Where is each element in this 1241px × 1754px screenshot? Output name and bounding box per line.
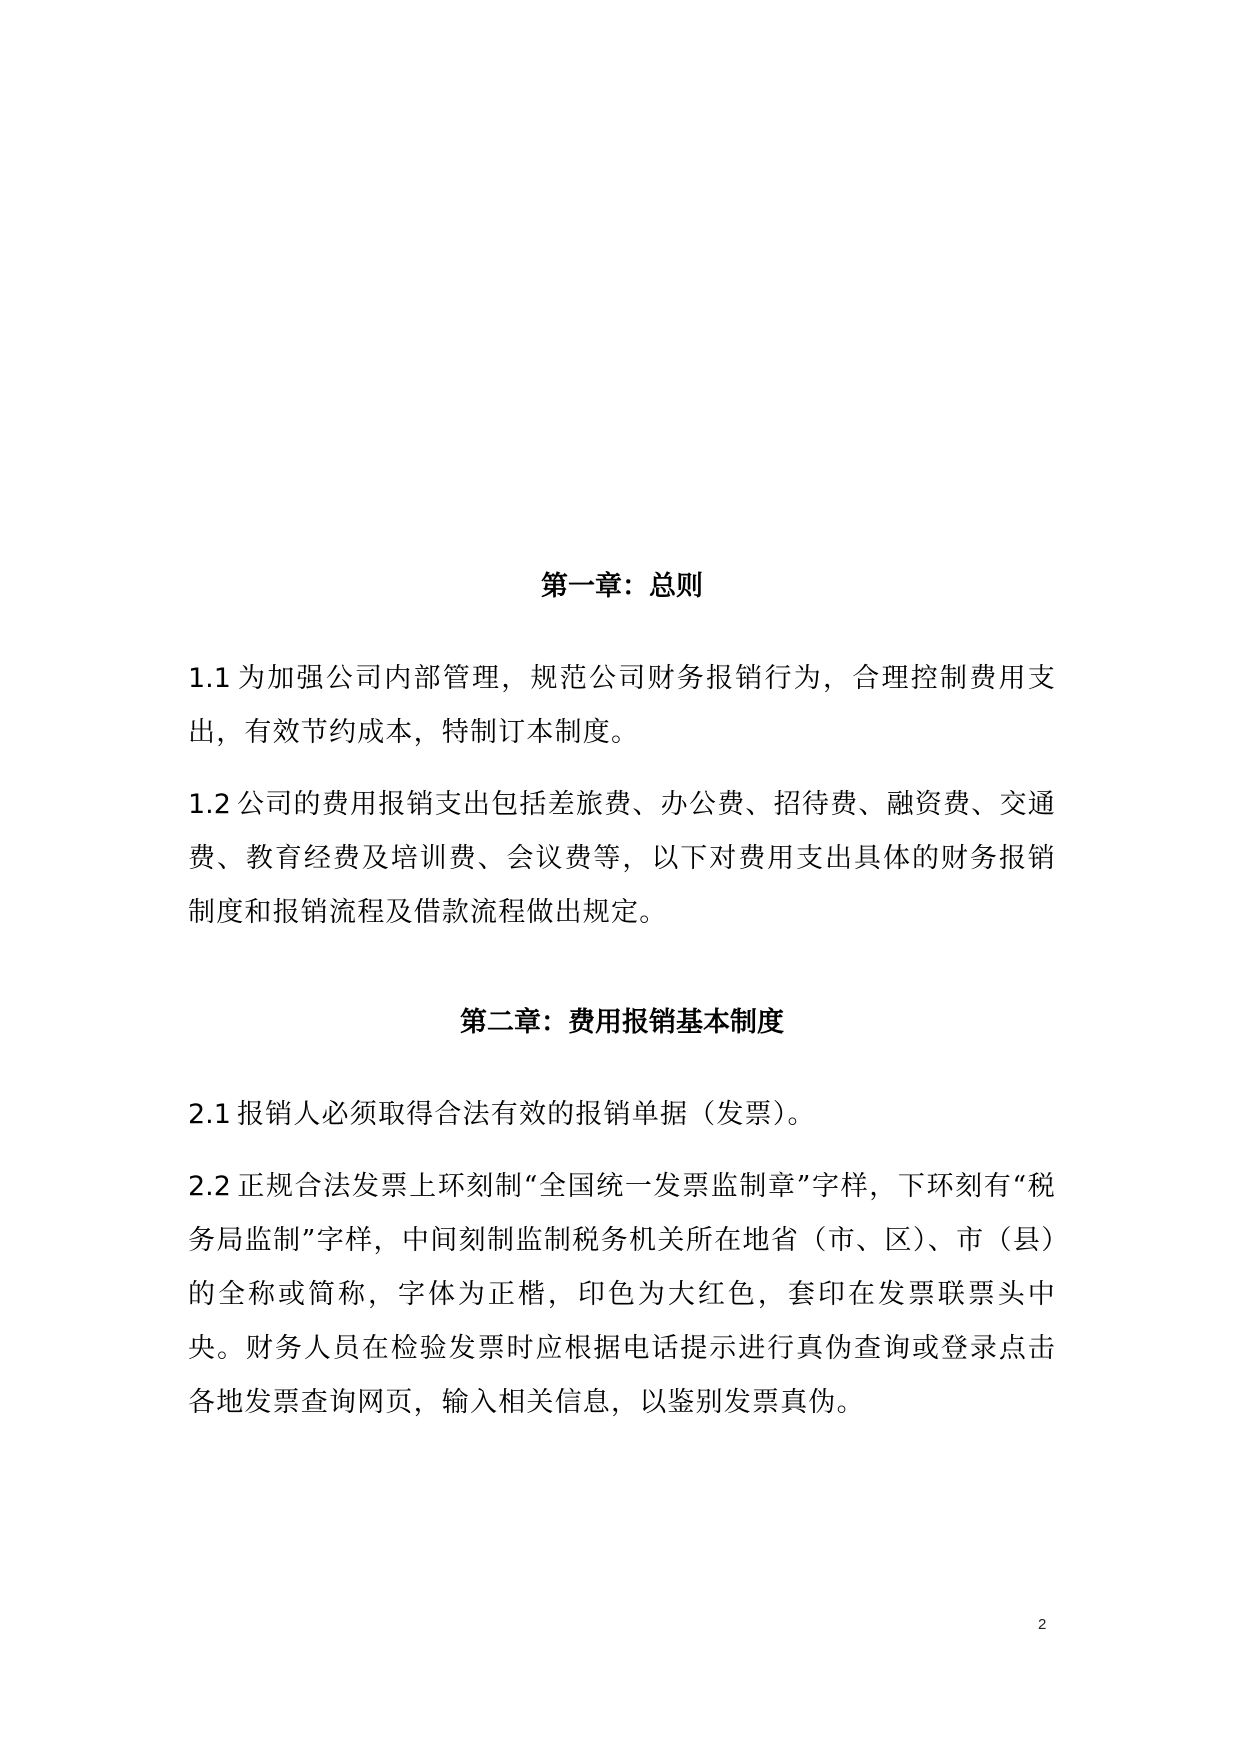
paragraph-text: 公司的费用报销支出包括差旅费、办公费、招待费、融资费、交通费、教育经费及培训费、会议费等，以下对费用支出具体的财务报销制度和报销流程及借款流程做出规定。 bbox=[188, 789, 1056, 928]
document-body bbox=[188, 560, 1056, 1430]
paragraph-number: 2.1 bbox=[188, 1099, 231, 1130]
paragraph-number: 2.2 bbox=[188, 1171, 231, 1202]
chapter-2-title: 第二章：费用报销基本制度 bbox=[460, 1007, 784, 1038]
chapter-1-title: 第一章：总则 bbox=[541, 571, 703, 602]
paragraph-1-1 bbox=[188, 652, 1056, 760]
paragraph-text: 为加强公司内部管理，规范公司财务报销行为，合理控制费用支出，有效节约成本，特制订本制度。 bbox=[188, 663, 1056, 748]
paragraph-2-1 bbox=[188, 1088, 1056, 1142]
page-number: 2 bbox=[1038, 1616, 1047, 1633]
paragraph-text: 正规合法发票上环刻制“全国统一发票监制章”字样，下环刻有“税务局监制”字样，中间刻制监制税务机关所在地省（市、区）、市（县）的全称或简称，字体为正楷，印色为大红色，套印在发票联票头中央。财务人员在检验发票时应根据电话提示进行真伪查询或登录点击各地发票查询网页，输入相关信息，以鉴别发票真伪。 bbox=[188, 1171, 1056, 1418]
paragraph-number: 1.1 bbox=[188, 663, 231, 694]
paragraph-number: 1.2 bbox=[188, 789, 231, 820]
paragraph-2-2 bbox=[188, 1160, 1056, 1430]
paragraph-1-2 bbox=[188, 778, 1056, 940]
paragraph-text: 报销人必须取得合法有效的报销单据（发票）。 bbox=[236, 1099, 816, 1130]
